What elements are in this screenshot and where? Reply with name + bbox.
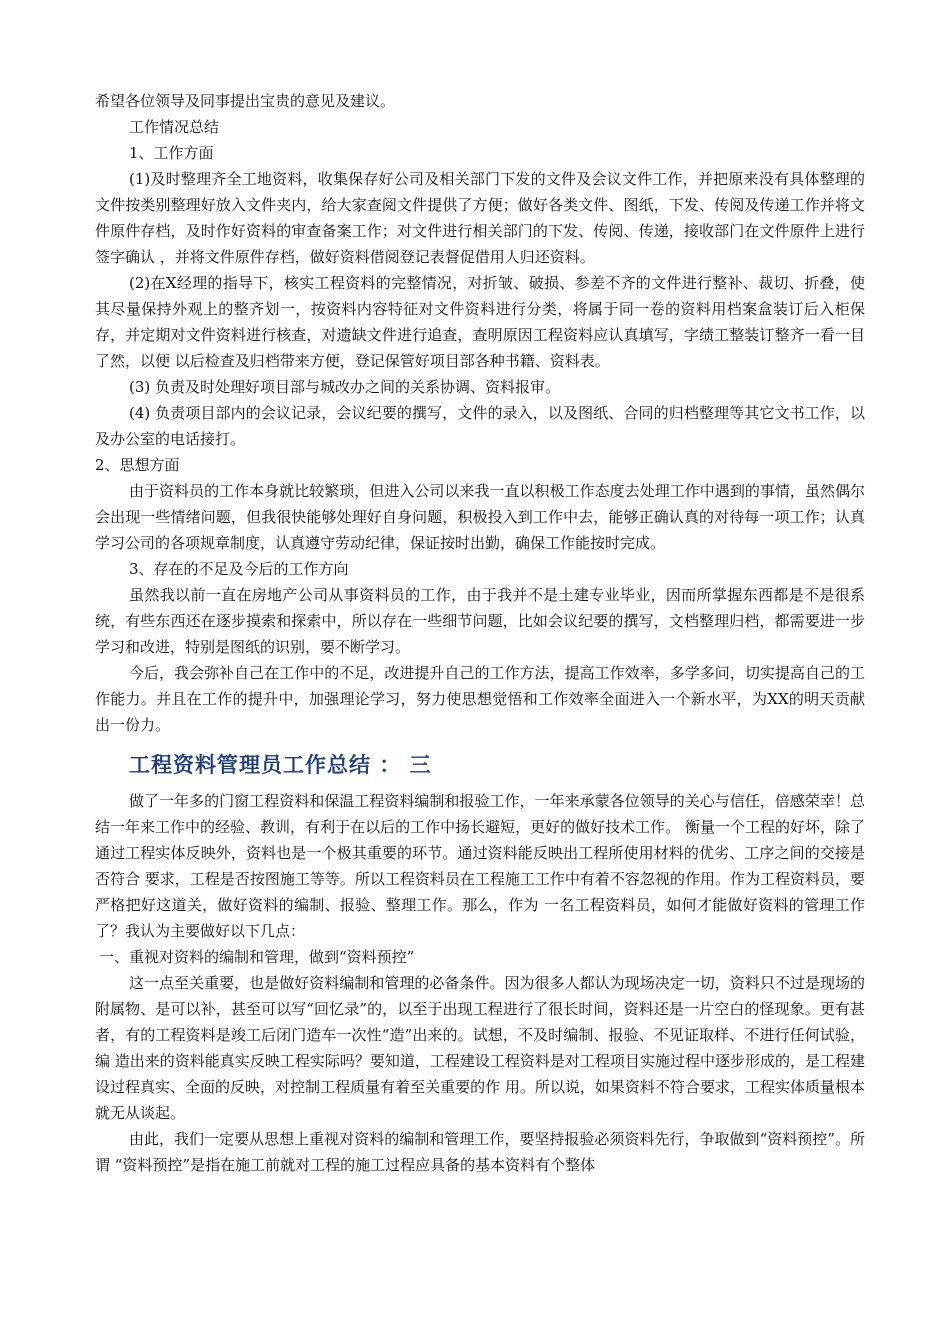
subsection-shortcomings: 3、存在的不足及今后的工作方向 [129, 560, 349, 578]
paragraph-thought: 由于资料员的工作本身就比较繁琐，但进入公司以来我一直以积极工作态度去处理工作中遇到的事情，虽然偶尔会出现一些情绪问题，但我很快能够处理好自身问题，积极投入到工作中去，能够正确认真的对待每一项工作；认真学习公司的各项规章制度，认真遵守劳动纪律，保证按时出勤，确保工作能按时完成。 [95, 482, 865, 552]
subsection-data-precontrol: 一、重视对资料的编制和管理，做到“资料预控” [99, 948, 415, 966]
paragraph-item-3: (3) 负责及时处理好项目部与城改办之间的关系协调、资料报审。 [129, 378, 561, 396]
paragraph-importance: 这一点至关重要，也是做好资料编制和管理的必备条件。因为很多人都认为现场决定一切，资料只不过是现场的附属物、是可以补，甚至可以写“回忆录”的，以至于出现工程进行了很长时间，资料还是一片空白的怪现象。更有甚者，有的工程资料是竣工后闭门造车一次性“造”出来的。试想，不及时编制、报验、不见证取样、不进行任何试验，编 造出来的资料能真实反映工程实际吗？要知道，工程建设工程资料是对工程项目实施过程中逐步形成的，是工程建设过程真实、全面的反映，对控制工程质量有着至关重要的作 用。所以说，如果资料不符合要求，工程实体质量根本就无从谈起。 [95, 974, 865, 1122]
paragraph-item-2: (2)在X经理的指导下，核实工程资料的完整情况，对折皱、破损、参差不齐的文件进行整补、裁切、折叠，使其尽量保持外观上的整齐划一，按资料内容特征对文件资料进行分类，将属于同一卷的资料用档案盒装订后入柜保存，并定期对文件资料进行核查，对遗缺文件进行追查，查明原因工程资料应认真填写，字绩工整装订整齐一看一目了然，以便 以后检查及归档带来方便，登记保管好项目部各种书籍、资料表。 [95, 274, 865, 370]
paragraph-shortcomings: 虽然我以前一直在房地产公司从事资料员的工作，由于我并不是土建专业毕业，因而所掌握东西都是不是很系统，有些东西还在逐步摸索和探索中，所以存在一些细节问题，比如会议纪要的撰写，文档整理归档，都需要进一步学习和改进，特别是图纸的识别，要不断学习。 [95, 586, 865, 656]
document-page [95, 88, 865, 1178]
section-heading-three: 工程资料管理员工作总结 ： 三 [129, 753, 432, 777]
subsection-work-aspect: 1、工作方面 [129, 144, 214, 162]
section-title-work-summary: 工作情况总结 [129, 118, 220, 136]
subsection-thought-aspect: 2、思想方面 [95, 456, 180, 474]
paragraph-future: 今后，我会弥补自己在工作中的不足，改进提升自己的工作方法，提高工作效率，多学多问，切实提高自己的工作能力。并且在工作的提升中，加强理论学习，努力使思想觉悟和工作效率全面进入一个新水平，为XX的明天贡献出一份力。 [95, 664, 865, 734]
paragraph-item-4: (4) 负责项目部内的会议记录，会议纪要的撰写，文件的录入，以及图纸、合同的归档整理等其它文书工作，以及办公室的电话接打。 [95, 404, 865, 448]
paragraph-intro: 做了一年多的门窗工程资料和保温工程资料编制和报验工作，一年来承蒙各位领导的关心与信任，倍感荣幸！总结一年来工作中的经验、教训，有利于在以后的工作中扬长避短，更好的做好技术工作。 衡量一个工程的好坏，除了通过工程实体反映外，资料也是一个极其重要的环节。通过资料能反映出工程所使用材料的优劣、工序之间的交接是否符合 要求，工程是否按图施工等等。所以工程资料员在工程施工工作中有着不容忽视的作用。作为工程资料员，要严格把好这道关，做好资料的编制、报验、整理工作。那么，作为 一名工程资料员，如何才能做好资料的管理工作了？我认为主要做好以下几点： [95, 792, 865, 940]
paragraph-item-1: (1)及时整理齐全工地资料，收集保存好公司及相关部门下发的文件及会议文件工作，并把原来没有具体整理的文件按类别整理好放入文件夹内，给大家查阅文件提供了方便；做好各类文件、图纸，下发、传阅及传递工作并将文件原件存档，及时作好资料的审查备案工作；对文件进行相关部门的下发、传阅、传递，接收部门在文件原件上进行签字确认 ，并将文件原件存档，做好资料借阅登记表督促借用人归还资料。 [95, 170, 865, 266]
paragraph-conclusion: 由此，我们一定要从思想上重视对资料的编制和管理工作，要坚持报验必须资料先行，争取做到“资料预控”。所谓 “资料预控”是指在施工前就对工程的施工过程应具备的基本资料有个整体 [95, 1130, 865, 1174]
closing-sentence: 希望各位领导及同事提出宝贵的意见及建议。 [95, 92, 396, 110]
